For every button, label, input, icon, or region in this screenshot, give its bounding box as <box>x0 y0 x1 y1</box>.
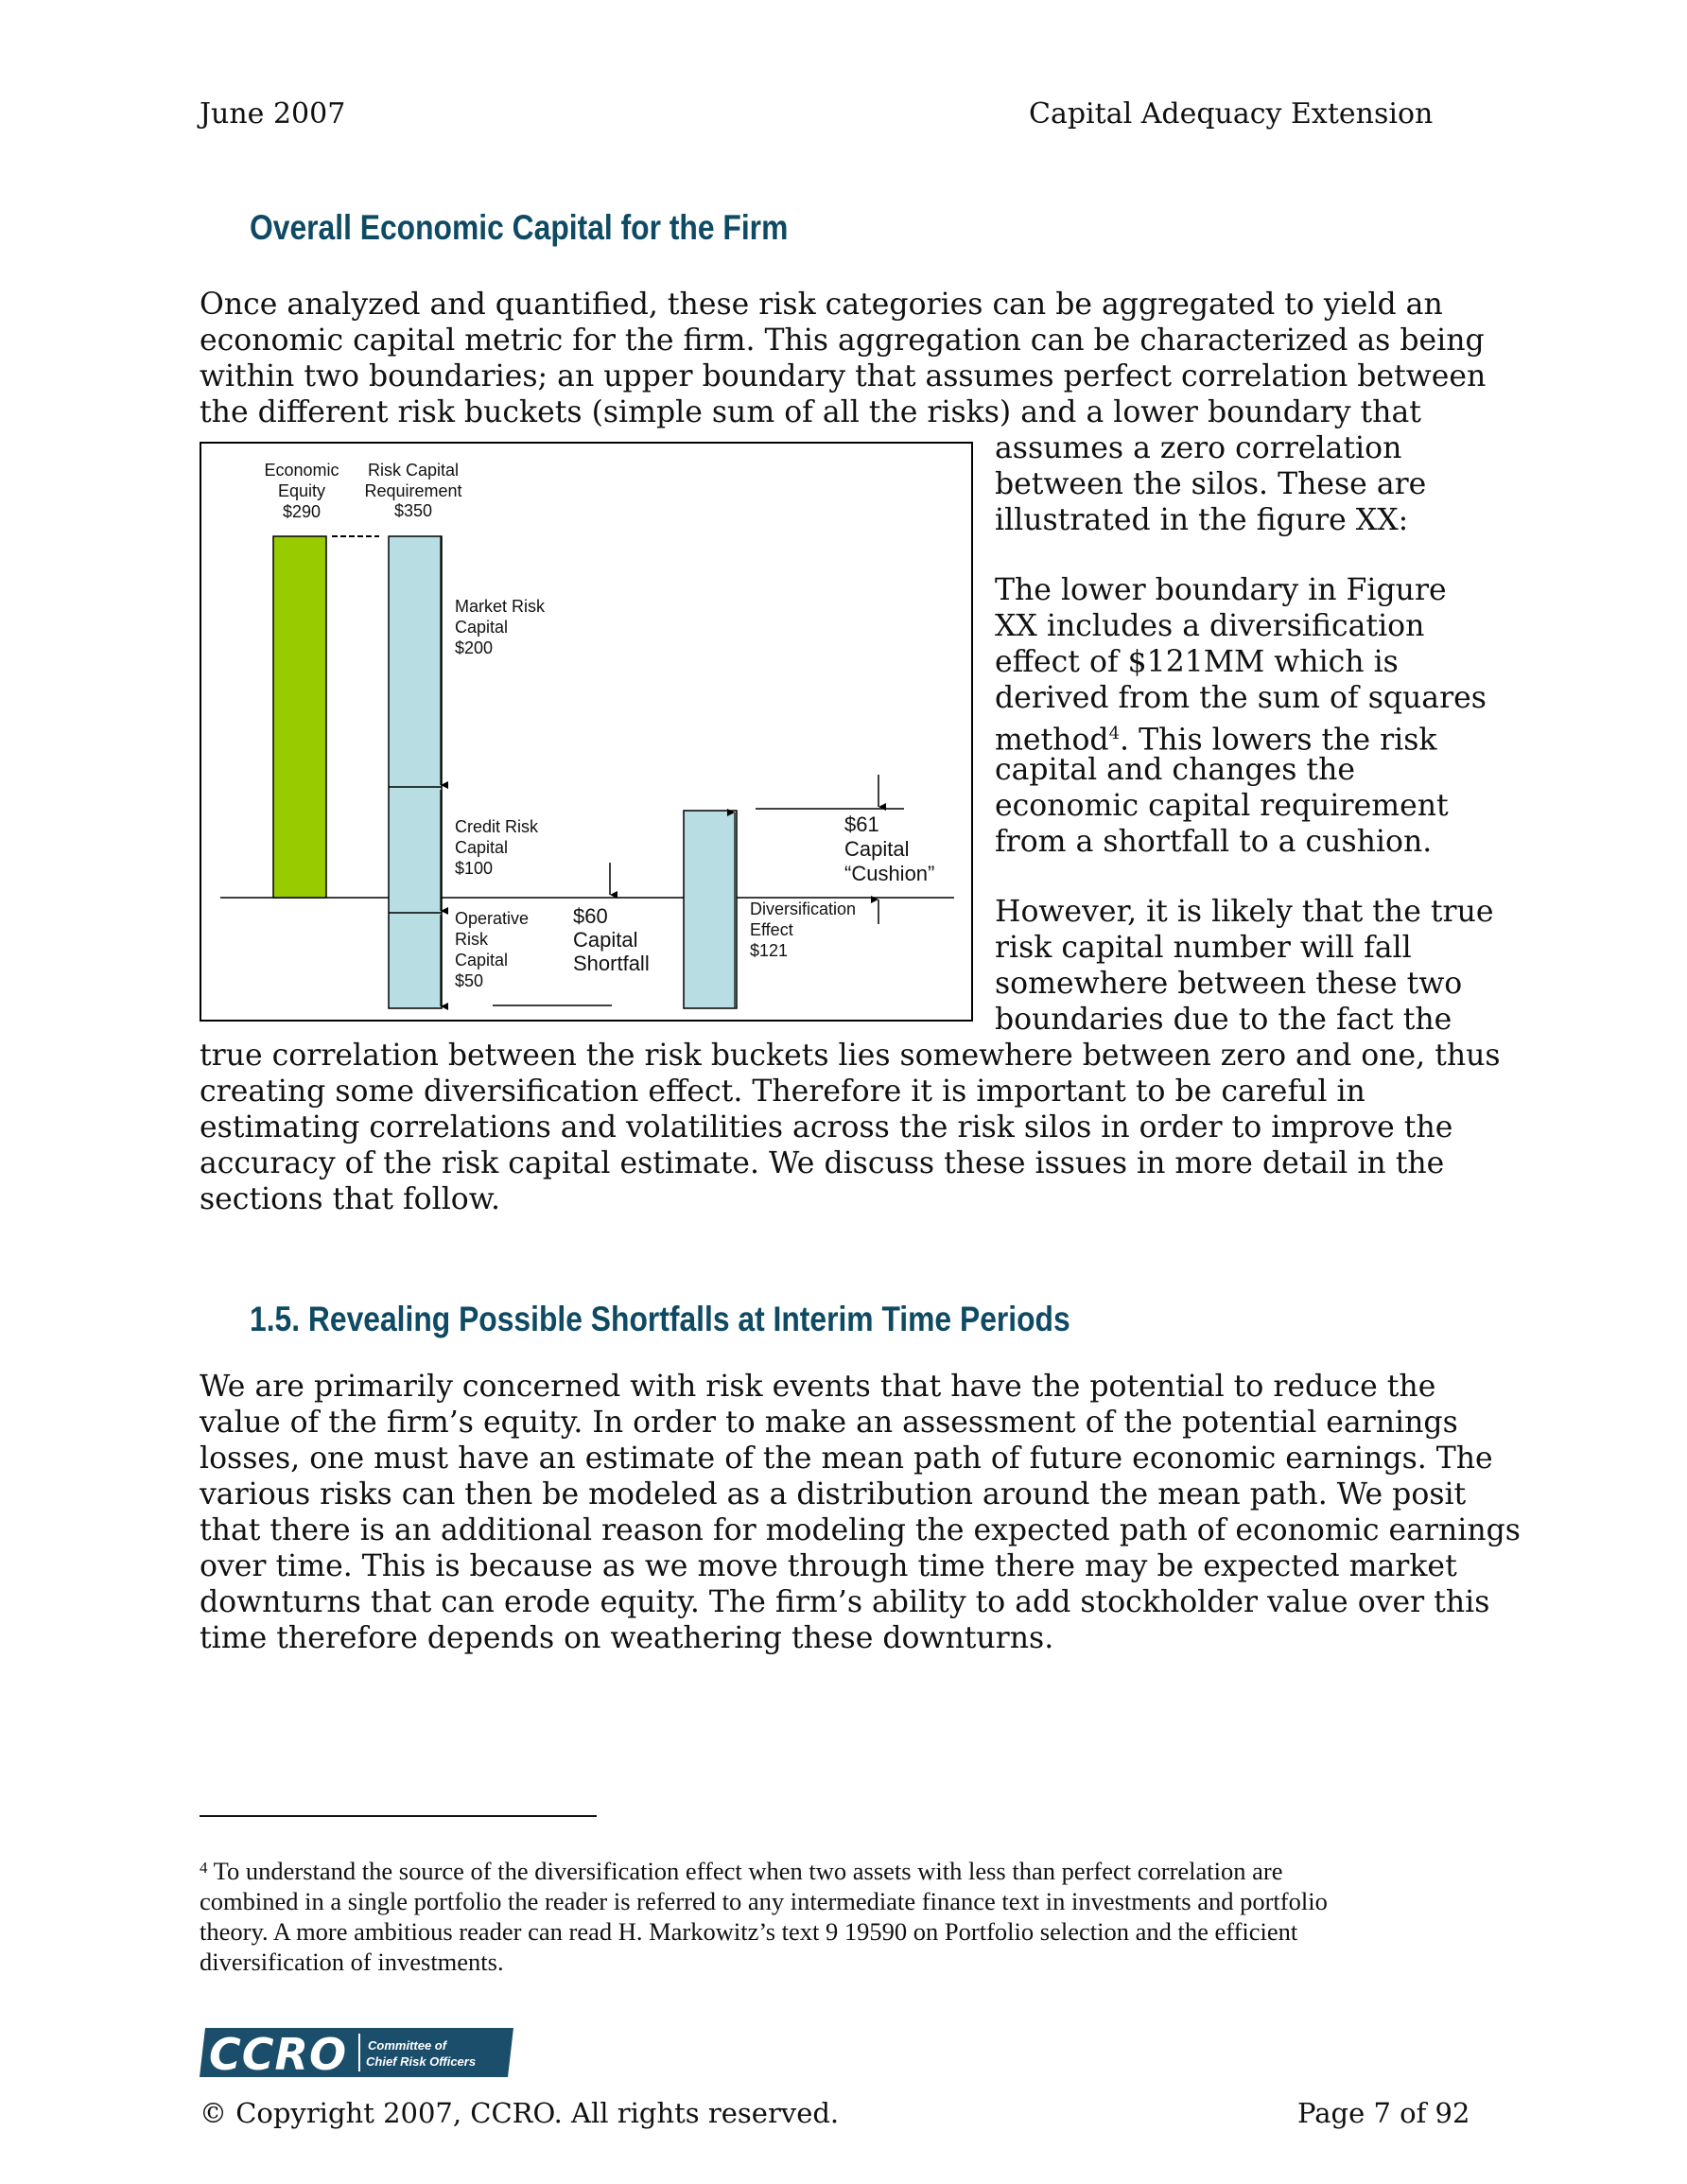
label-economic-equity-2: Equity <box>277 481 326 500</box>
side-line: effect of $121MM which is <box>995 645 1399 679</box>
side-line: illustrated in the figure XX: <box>995 503 1409 537</box>
footer-copyright: © Copyright 2007, CCRO. All rights reserved. <box>200 2097 840 2129</box>
side-line: risk capital number will fall <box>995 931 1412 965</box>
label-credit-risk-2: Capital <box>455 838 509 857</box>
logo-ccro-text: CCRO <box>209 2029 348 2079</box>
label-operative-risk-2: Risk <box>455 930 488 949</box>
label-cushion-2: Capital <box>844 837 910 861</box>
footnote-separator <box>200 1815 597 1817</box>
label-diversification-1: Diversification <box>750 900 857 918</box>
body-line: We are primarily concerned with risk events that have the potential to reduce the <box>200 1370 1436 1404</box>
label-credit-risk-1: Credit Risk <box>455 817 539 836</box>
logo-sub-1: Committee of <box>368 2038 447 2053</box>
footnote-text: To understand the source of the diversification effect when two assets with less than perfect correlation are <box>207 1857 1283 1885</box>
body-line: accuracy of the risk capital estimate. We discuss these issues in more detail in the <box>200 1146 1445 1180</box>
label-market-risk-1: Market Risk <box>455 597 546 616</box>
label-diversification-3: $121 <box>750 941 789 960</box>
economic-capital-waterfall-figure <box>200 442 973 1022</box>
label-market-risk-3: $200 <box>455 638 494 657</box>
side-line: boundaries due to the fact the <box>995 1003 1452 1037</box>
label-shortfall-2: Capital <box>573 928 638 952</box>
body-line: true correlation between the risk buckets lies somewhere between zero and one, thus <box>200 1039 1501 1073</box>
label-diversification-2: Effect <box>750 920 793 939</box>
body-line: economic capital metric for the firm. This aggregation can be characterized as being <box>200 323 1485 358</box>
label-operative-risk-3: Capital <box>455 951 509 970</box>
label-shortfall-1: $60 <box>573 904 608 928</box>
footnote-ref[interactable]: 4 <box>1108 724 1121 743</box>
label-operative-risk-1: Operative <box>455 909 530 928</box>
footnote-line: theory. A more ambitious reader can read H. Markowitz’s text 9 19590 on Portfolio selection and the efficient <box>200 1917 1298 1946</box>
body-line: the different risk buckets (simple sum of all the risks) and a lower boundary that <box>200 395 1421 429</box>
footer-page-number: Page 7 of 92 <box>1297 2097 1470 2129</box>
side-line: somewhere between these two <box>995 967 1463 1001</box>
method-tail: . This lowers the risk <box>1120 723 1437 758</box>
side-line: The lower boundary in Figure <box>995 573 1447 607</box>
label-operative-risk-4: $50 <box>455 971 484 990</box>
header-date: June 2007 <box>200 97 346 131</box>
label-cushion-3: “Cushion” <box>844 862 935 885</box>
footnote-line: diversification of investments. <box>200 1948 504 1976</box>
side-line: economic capital requirement <box>995 789 1449 823</box>
body-line: creating some diversification effect. Therefore it is important to be careful in <box>200 1075 1365 1109</box>
section-heading-interim-shortfalls: 1.5. Revealing Possible Shortfalls at Interim Time Periods <box>250 1300 1070 1338</box>
label-risk-capital-1: Risk Capital <box>367 461 460 480</box>
footnote-mark: 4 <box>200 1859 208 1877</box>
body-line: losses, one must have an estimate of the mean path of future economic earnings. The <box>200 1441 1493 1476</box>
body-line: Once analyzed and quantified, these risk categories can be aggregated to yield an <box>200 288 1443 322</box>
body-line: estimating correlations and volatilities across the risk silos in order to improve the <box>200 1110 1453 1144</box>
side-line: between the silos. These are <box>995 467 1427 501</box>
label-economic-equity-1: Economic <box>264 461 339 480</box>
body-line: downturns that can erode equity. The firm’s ability to add stockholder value over this <box>200 1585 1490 1619</box>
label-cushion-1: $61 <box>844 812 879 836</box>
diversification-effect-bar <box>684 811 737 1008</box>
side-line: XX includes a diversification <box>995 609 1425 643</box>
body-line: time therefore depends on weathering these downturns. <box>200 1621 1054 1655</box>
body-line: various risks can then be modeled as a distribution around the mean path. We posit <box>200 1477 1467 1511</box>
side-line: However, it is likely that the true <box>995 895 1494 929</box>
body-line: sections that follow. <box>200 1182 500 1216</box>
label-market-risk-2: Capital <box>455 618 509 637</box>
label-shortfall-3: Shortfall <box>573 952 650 975</box>
economic-equity-bar <box>273 536 326 898</box>
body-line: value of the firm’s equity. In order to make an assessment of the potential earnings <box>200 1406 1458 1440</box>
ccro-logo <box>200 2026 513 2079</box>
risk-capital-requirement-bar <box>389 536 442 1008</box>
label-economic-equity-3: $290 <box>282 502 322 521</box>
body-line: within two boundaries; an upper boundary that assumes perfect correlation between <box>200 359 1487 393</box>
body-line: over time. This is because as we move through time there may be expected market <box>200 1549 1457 1583</box>
section-heading-economic-capital: Overall Economic Capital for the Firm <box>250 208 789 247</box>
side-line: from a shortfall to a cushion. <box>995 825 1433 859</box>
label-credit-risk-3: $100 <box>455 859 494 878</box>
header-doc-title: Capital Adequacy Extension <box>1029 97 1434 131</box>
method-word: method <box>995 723 1109 758</box>
label-risk-capital-2: Requirement <box>364 481 462 500</box>
side-line: capital and changes the <box>995 753 1355 787</box>
label-risk-capital-3: $350 <box>393 501 433 520</box>
side-line: assumes a zero correlation <box>995 431 1402 465</box>
logo-sub-2: Chief Risk Officers <box>366 2054 477 2069</box>
footnote-line <box>200 1856 1283 1886</box>
side-line: derived from the sum of squares <box>995 681 1487 715</box>
footnote-line: combined in a single portfolio the reader is referred to any intermediate finance text in investments and portfolio <box>200 1887 1328 1915</box>
body-line: that there is an additional reason for modeling the expected path of economic earnings <box>200 1513 1521 1547</box>
